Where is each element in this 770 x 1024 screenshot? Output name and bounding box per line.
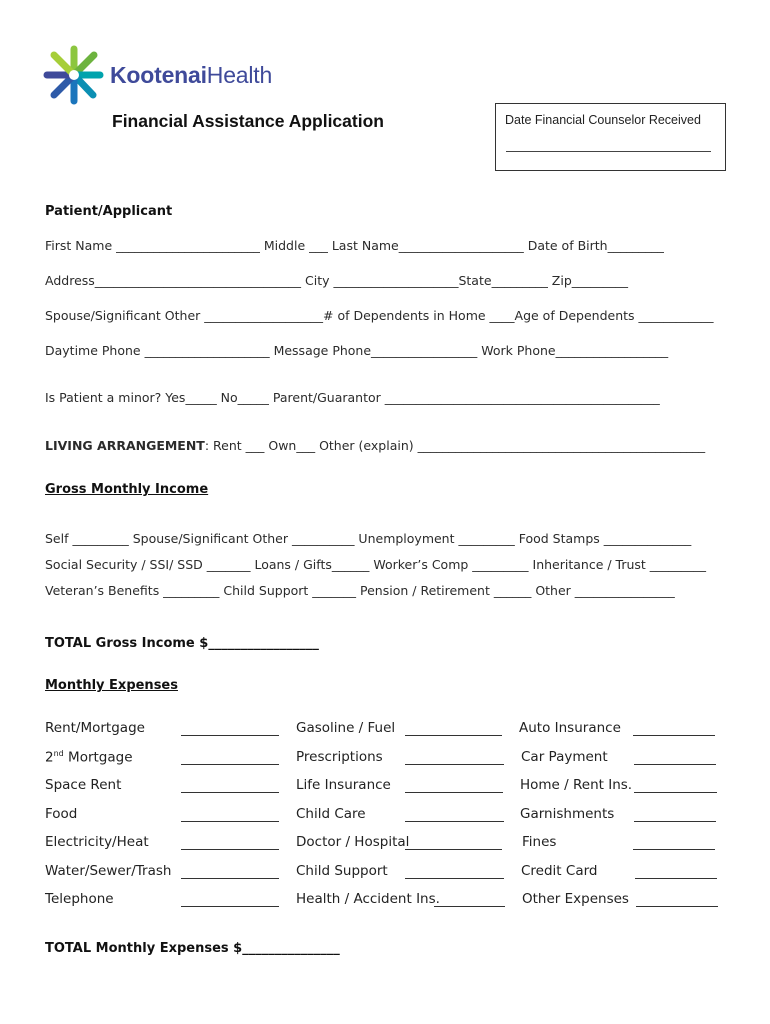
patient-name-row[interactable]: First Name _______________________ Middle ___ Last Name____________________ Date of Birth_________ bbox=[45, 238, 664, 253]
expense-input-line[interactable] bbox=[181, 792, 279, 793]
expense-label: 2nd Mortgage bbox=[45, 749, 133, 766]
expense-input-line[interactable] bbox=[181, 849, 279, 850]
expense-label: Telephone bbox=[45, 891, 114, 907]
expense-input-line[interactable] bbox=[181, 906, 279, 907]
logo-wordmark: KootenaiHealth bbox=[110, 62, 273, 88]
patient-section-heading: Patient/Applicant bbox=[45, 204, 173, 219]
expense-input-line[interactable] bbox=[181, 878, 279, 879]
expense-label: Food bbox=[45, 806, 78, 822]
expense-input-line[interactable] bbox=[405, 849, 502, 850]
income-row-2[interactable]: Social Security / SSI/ SSD _______ Loans / Gifts______ Worker’s Comp _________ Inheritance / Trust _________ bbox=[45, 557, 707, 572]
income-row-3[interactable]: Veteran’s Benefits _________ Child Support _______ Pension / Retirement ______ Other ________________ bbox=[45, 583, 675, 598]
expense-input-line[interactable] bbox=[633, 735, 715, 736]
expense-input-line[interactable] bbox=[181, 735, 279, 736]
income-section-heading: Gross Monthly Income bbox=[45, 482, 209, 497]
living-arrangement-row[interactable] bbox=[45, 438, 705, 453]
expense-label: Other Expenses bbox=[522, 891, 629, 907]
income-row-1[interactable]: Self _________ Spouse/Significant Other __________ Unemployment _________ Food Stamps ______________ bbox=[45, 531, 692, 546]
patient-address-row[interactable]: Address_________________________________ City ____________________State_________ Zip_________ bbox=[45, 273, 629, 288]
expense-input-line[interactable] bbox=[405, 821, 504, 822]
starburst-logo-icon bbox=[40, 44, 108, 106]
expense-label: Prescriptions bbox=[296, 749, 383, 765]
expense-label: Credit Card bbox=[521, 863, 598, 879]
expense-input-line[interactable] bbox=[405, 792, 503, 793]
expense-label: Life Insurance bbox=[296, 777, 391, 793]
expense-input-line[interactable] bbox=[181, 764, 279, 765]
expense-label: Child Support bbox=[296, 863, 388, 879]
expense-label: Rent/Mortgage bbox=[45, 720, 145, 736]
living-arrangement-label: LIVING ARRANGEMENT bbox=[45, 438, 205, 453]
expense-input-line[interactable] bbox=[405, 764, 504, 765]
expense-label: Fines bbox=[522, 834, 557, 850]
expense-input-line[interactable] bbox=[636, 906, 718, 907]
expense-input-line[interactable] bbox=[633, 849, 715, 850]
received-date-label: Date Financial Counselor Received bbox=[505, 113, 701, 127]
expense-input-line[interactable] bbox=[634, 764, 716, 765]
expense-input-line[interactable] bbox=[635, 878, 717, 879]
expense-label: Space Rent bbox=[45, 777, 122, 793]
expense-label: Home / Rent Ins. bbox=[520, 777, 633, 793]
total-gross-income[interactable]: TOTAL Gross Income $_________________ bbox=[45, 636, 319, 651]
received-date-line[interactable] bbox=[506, 151, 711, 152]
expenses-section-heading: Monthly Expenses bbox=[45, 678, 178, 693]
page-title: Financial Assistance Application bbox=[112, 111, 384, 131]
expense-input-line[interactable] bbox=[405, 878, 504, 879]
expense-input-line[interactable] bbox=[634, 792, 717, 793]
expense-input-line[interactable] bbox=[434, 906, 505, 907]
total-monthly-expenses[interactable]: TOTAL Monthly Expenses $_______________ bbox=[45, 941, 340, 956]
expense-label: Health / Accident Ins. bbox=[296, 891, 440, 907]
received-date-box bbox=[495, 103, 726, 171]
expense-label: Electricity/Heat bbox=[45, 834, 149, 850]
patient-spouse-row[interactable]: Spouse/Significant Other ___________________# of Dependents in Home ____Age of Dependents ____________ bbox=[45, 308, 714, 323]
expense-input-line[interactable] bbox=[405, 735, 502, 736]
expense-label: Doctor / Hospital bbox=[296, 834, 410, 850]
expense-label: Water/Sewer/Trash bbox=[45, 863, 172, 879]
patient-minor-row[interactable]: Is Patient a minor? Yes_____ No_____ Parent/Guarantor ____________________________________________ bbox=[45, 390, 660, 405]
expense-label: Auto Insurance bbox=[519, 720, 621, 736]
patient-phone-row[interactable]: Daytime Phone ____________________ Message Phone_________________ Work Phone__________________ bbox=[45, 343, 669, 358]
expense-label: Gasoline / Fuel bbox=[296, 720, 396, 736]
expense-label: Car Payment bbox=[521, 749, 608, 765]
expense-input-line[interactable] bbox=[181, 821, 279, 822]
expense-input-line[interactable] bbox=[634, 821, 716, 822]
expense-label: Child Care bbox=[296, 806, 366, 822]
expense-label: Garnishments bbox=[520, 806, 615, 822]
living-arrangement-fields[interactable]: : Rent ___ Own___ Other (explain) ______________________________________________ bbox=[204, 438, 706, 453]
